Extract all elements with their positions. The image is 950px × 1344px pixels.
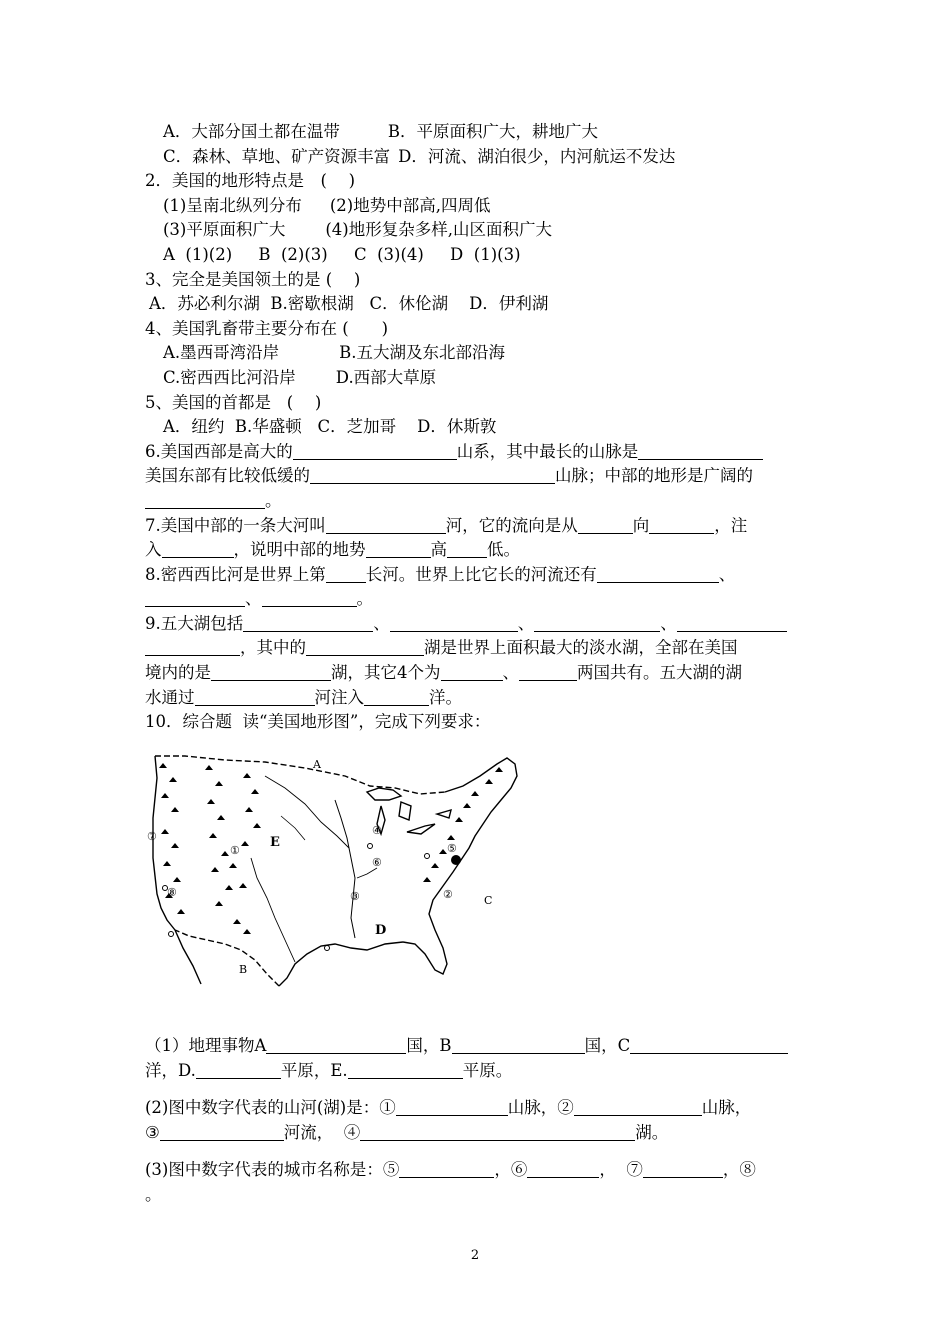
q9-text-3: 湖是世界上面积最大的淡水湖，全部在美国 [424,638,738,658]
q9-blank-3[interactable] [534,615,660,632]
q9-sep-4: 、 [502,663,519,683]
city-dot-6 [368,844,373,849]
q10-p2-text-1: (2)图中数字代表的山河(湖)是：① [145,1098,396,1117]
q9-text-8: 河注入 [314,687,364,707]
q2-statements-34 [145,218,810,243]
q10-p3-text-5: 。 [145,1184,162,1204]
q7-blank-5[interactable] [366,541,431,558]
q9-text-2: ，其中的 [240,638,306,658]
q9-text-4: 境内的是 [145,663,211,683]
q10-part2-line2 [145,1121,810,1146]
map-label-7: ⑦ [147,830,157,843]
q8-blank-4[interactable] [262,590,357,607]
q4-options-ab [145,341,810,366]
east-coast [403,758,517,974]
baja-coast [175,930,201,984]
q8-text-4: 、 [245,589,262,609]
q10-p2-text-6: 湖。 [635,1122,669,1142]
q3-stem: 3、完全是美国领土的是 ( ) [145,269,361,289]
q10-p1-text-6: 平原。 [462,1060,513,1080]
q1-option-a: A．大部分国土都在温带 [163,122,340,141]
q6-line1 [145,440,810,465]
q9-blank-4[interactable] [677,615,787,632]
q10-p1-text-5: 平原，E. [280,1060,348,1080]
city-dots [163,844,430,951]
q9-text-7: 水通过 [145,687,195,707]
q9-line3 [145,661,810,686]
q10-part2-line1 [145,1096,810,1121]
q7-blank-3[interactable] [649,517,714,534]
q10-part3-line1 [145,1158,810,1183]
q2-stem: 2．美国的地形特点是 ( ) [145,171,356,191]
map-label-e: E [270,835,280,850]
q9-text-5: 湖，其它4个为 [331,663,441,683]
q8-blank-1[interactable] [326,566,366,583]
q1-options-ab [145,120,810,145]
q10-p2-blank-2[interactable] [574,1099,702,1116]
q9-sep-1: 、 [373,613,390,633]
q5-options: A．纽约 B.华盛顿 C．芝加哥 D．休斯敦 [163,417,497,437]
city-dot-5 [425,854,430,859]
q10-p3-text-4: ，⑧ [722,1160,756,1179]
q2-statement-2: (2)地势中部高,四周低 [329,195,491,215]
map-label-c: C [484,894,493,907]
rio-grande [251,858,295,962]
q9-blank-5[interactable] [145,639,240,656]
q10-part1 [145,1034,810,1083]
q9-blank-7[interactable] [211,664,331,681]
lake-erie [407,824,435,834]
q10-part1-line2 [145,1059,810,1084]
q9-line2 [145,636,810,661]
q8-text-1: 8.密西西比河是世界上第 [145,564,326,584]
q10-p1-text-1: （1）地理事物A [145,1036,267,1055]
q8-text-5: 。 [356,589,373,609]
city-dot-houston [325,946,330,951]
map-outline [153,756,517,986]
q7-line1 [145,514,810,539]
q7-text-6: ，说明中部的地势 [233,540,366,560]
q9-line4 [145,686,810,711]
map-label-1: ① [230,844,240,857]
q6-text-3: 美国东部有比较低缓的 [145,466,310,486]
q9-blank-2[interactable] [390,615,518,632]
map-label-3: ③ [350,890,360,903]
ohio-river [357,868,377,878]
q9-blank-9[interactable] [519,664,577,681]
q5-stem: 5、美国的首都是 ( ) [145,392,322,412]
lake-ontario [437,810,451,818]
q10-p2-text-4: ③ [145,1122,160,1142]
q10-part2 [145,1096,810,1145]
question-list [145,120,810,735]
q9-text-6: 两国共有。五大湖的湖 [577,663,742,683]
map-label-b: B [239,963,248,976]
q7-text-3: 向 [632,515,650,535]
west-coast [153,756,175,930]
q7-blank-2[interactable] [578,517,633,534]
q6-text-5: 。 [265,490,282,510]
map-label-4: ④ [372,824,382,837]
q10-p2-text-3: 山脉， [701,1098,752,1117]
q10-stem: 10．综合题 读“美国地形图”，完成下列要求： [145,712,491,732]
map-label-6: ⑥ [372,856,382,869]
q9-blank-10[interactable] [195,689,315,706]
q10-p1-blank-1[interactable] [266,1037,406,1054]
q8-text-3: 、 [718,564,736,584]
q9-sep-3: 、 [660,613,677,633]
q9-text-1: 9.五大湖包括 [145,613,244,633]
q7-blank-4[interactable] [162,541,234,558]
q9-blank-1[interactable] [243,615,373,632]
q4-option-a: A.墨西哥湾沿岸 [163,343,280,363]
q4-options-cd [145,366,810,391]
q1-option-b: B．平原面积广大，耕地广大 [387,122,599,141]
q7-text-4: ，注 [714,515,748,535]
q9-sep-2: 、 [517,613,535,633]
map-label-a: A [313,758,321,771]
q10-p2-text-5: 河流， ④ [283,1122,361,1142]
q7-line2 [145,538,810,563]
q6-blank-4[interactable] [145,492,265,509]
q4-option-d: D.西部大草原 [335,367,437,387]
q10-p2-blank-1[interactable] [396,1099,508,1116]
q6-blank-2[interactable] [638,443,763,460]
q4-stem: 4、美国乳畜带主要分布在 ( ) [145,318,389,338]
map-label-8: ⑧ [167,886,177,899]
q7-text-8: 低。 [487,540,520,560]
q10-p3-blank-2[interactable] [527,1161,599,1178]
q7-text-7: 高 [430,540,447,560]
q10-p3-text-1: (3)图中数字代表的城市名称是：⑤ [145,1160,400,1179]
q9-blank-6[interactable] [306,639,424,656]
q7-blank-1[interactable] [326,517,446,534]
q10-p1-text-2: 国，B [406,1036,452,1055]
q10-p1-text-4: 洋，D. [145,1060,196,1080]
q9-line1 [145,612,810,637]
q10-p3-text-2: ，⑥ [494,1160,528,1179]
q2-statement-4: (4)地形复杂多样,山区面积广大 [325,220,552,240]
q9-text-9: 洋。 [429,687,462,707]
southern-border [175,930,279,986]
gulf-coast [279,942,403,986]
mississippi-river [335,800,355,938]
q9-blank-11[interactable] [364,689,429,706]
q10-part3-line2 [145,1183,810,1208]
q7-blank-6[interactable] [447,541,487,558]
city-dot-8 [169,932,174,937]
q3-options: A．苏必利尔湖 B.密歇根湖 C．休伦湖 D．伊利湖 [149,294,549,314]
q6-text-1: 6.美国西部是高大的 [145,441,293,461]
page-number: 2 [470,1248,480,1263]
q8-line2 [145,587,810,612]
capital-dot [451,855,461,865]
q10-p3-blank-1[interactable] [399,1161,494,1178]
river-tributary [281,816,305,840]
q10-p1-blank-5[interactable] [348,1062,463,1079]
q10-p1-blank-4[interactable] [196,1062,281,1079]
q1-options-cd [145,145,810,170]
q2-statement-3: (3)平原面积广大 [163,220,286,240]
q10-p1-blank-3[interactable] [630,1037,788,1054]
q2-statements-12 [145,194,810,219]
q10-p1-blank-2[interactable] [452,1037,585,1054]
lake-huron [399,802,411,820]
q2-options: A (1)(2) B (2)(3) C (3)(4) D (1)(3) [163,244,521,264]
q6-line3 [145,489,810,514]
q6-line2 [145,464,810,489]
northern-border [155,756,445,794]
q10-p1-text-3: 国，C [584,1036,631,1055]
map-label-2: ② [443,888,453,901]
q7-text-1: 7.美国中部的一条大河叫 [145,515,326,535]
q10-p2-blank-4[interactable] [360,1124,635,1141]
q8-blank-2[interactable] [597,566,719,583]
q6-text-2: 山系，其中最长的山脉是 [456,441,639,461]
q8-blank-3[interactable] [145,590,245,607]
q10-part1-line1 [145,1034,810,1059]
q1-option-c: C．森林、草地、矿产资源丰富 [163,146,391,166]
sierra-mountains [205,765,251,934]
rocky-mountains [229,773,261,888]
q1-option-d: D．河流、湖泊很少，内河航运不发达 [398,146,676,166]
q6-blank-3[interactable] [310,467,555,484]
q8-line1 [145,563,810,588]
us-terrain-map [145,748,535,993]
q7-text-5: 入 [145,540,162,560]
q9-blank-8[interactable] [441,664,503,681]
q10-part3 [145,1158,810,1207]
q7-text-2: 河，它的流向是从 [445,515,578,535]
lake-superior [367,788,401,800]
map-label-5: ⑤ [447,842,457,855]
q10-p2-blank-3[interactable] [160,1124,284,1141]
q10-p3-text-3: ， ⑦ [599,1160,643,1179]
q4-option-c: C.密西西比河沿岸 [163,367,296,387]
q2-statement-1: (1)呈南北纵列分布 [163,195,302,215]
q10-p2-text-2: 山脉，② [507,1098,574,1117]
q10-p3-blank-3[interactable] [643,1161,723,1178]
q4-option-b: B.五大湖及东北部沿海 [339,343,506,363]
q8-text-2: 长河。世界上比它长的河流还有 [365,564,597,584]
map-label-d: D [375,923,387,938]
q6-blank-1[interactable] [293,443,457,460]
q6-text-4: 山脉；中部的地形是广阔的 [555,466,753,486]
